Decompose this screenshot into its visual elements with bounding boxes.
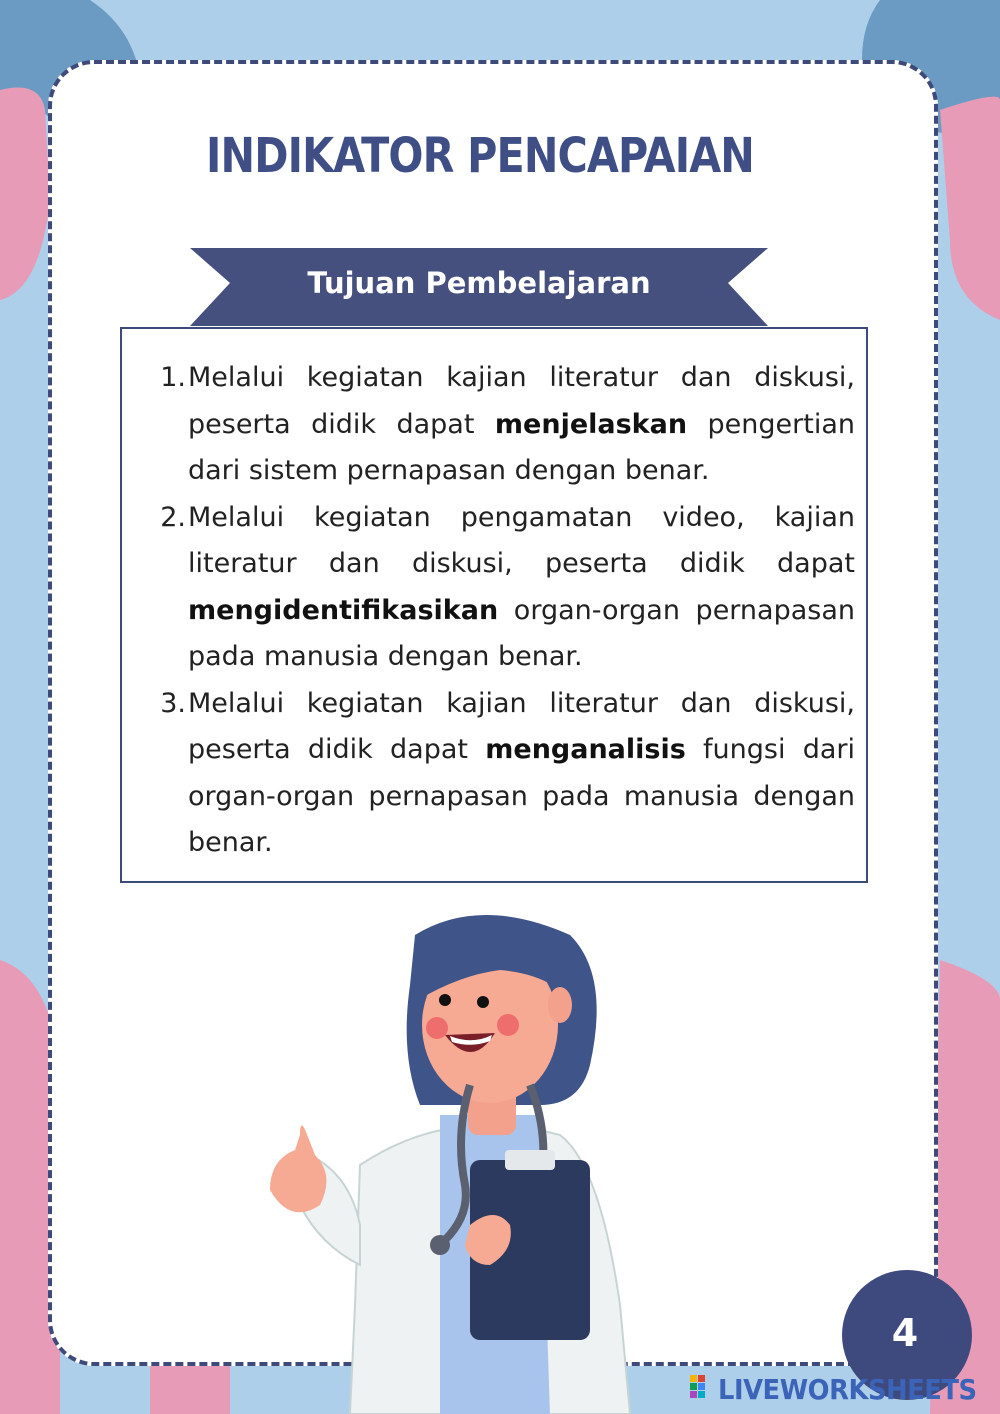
objective-number: 3.	[160, 687, 186, 719]
liveworksheets-logo-icon	[690, 1375, 714, 1403]
page-title: INDIKATOR PENCAPAIAN	[206, 128, 754, 184]
ribbon-label: Tujuan Pembelajaran	[307, 266, 651, 300]
objective-text: organ-organ pernapasan pada manusia dengan benar.	[188, 594, 855, 672]
objective-keyword: menganalisis	[485, 734, 686, 765]
objective-text: fungsi dari organ-organ pernapasan pada manusia dengan benar.	[188, 734, 856, 858]
objective-item	[150, 495, 855, 681]
objectives-list	[150, 355, 855, 867]
doctor-illustration	[240, 905, 660, 1414]
page-number: 4	[891, 1311, 919, 1355]
objective-keyword: mengidentifikasikan	[188, 594, 499, 626]
objective-text: Melalui kegiatan pengamatan video, kajian literatur dan diskusi, peserta didik dapat	[188, 501, 855, 579]
objective-number: 2.	[160, 501, 186, 533]
objective-item	[150, 355, 855, 495]
watermark-text: LIVEWORKSHEETS	[718, 1372, 977, 1406]
objective-item	[150, 681, 855, 867]
watermark	[690, 1372, 999, 1406]
objective-text: pengertian dari sistem pernapasan dengan benar.	[188, 408, 856, 486]
objective-keyword: menjelaskan	[494, 408, 688, 440]
objective-text: Melalui kegiatan kajian literatur dan diskusi, peserta didik dapat	[188, 362, 855, 440]
objective-number: 1.	[160, 362, 186, 393]
objective-text: Melalui kegiatan kajian literatur dan diskusi, peserta didik dapat	[188, 687, 855, 765]
